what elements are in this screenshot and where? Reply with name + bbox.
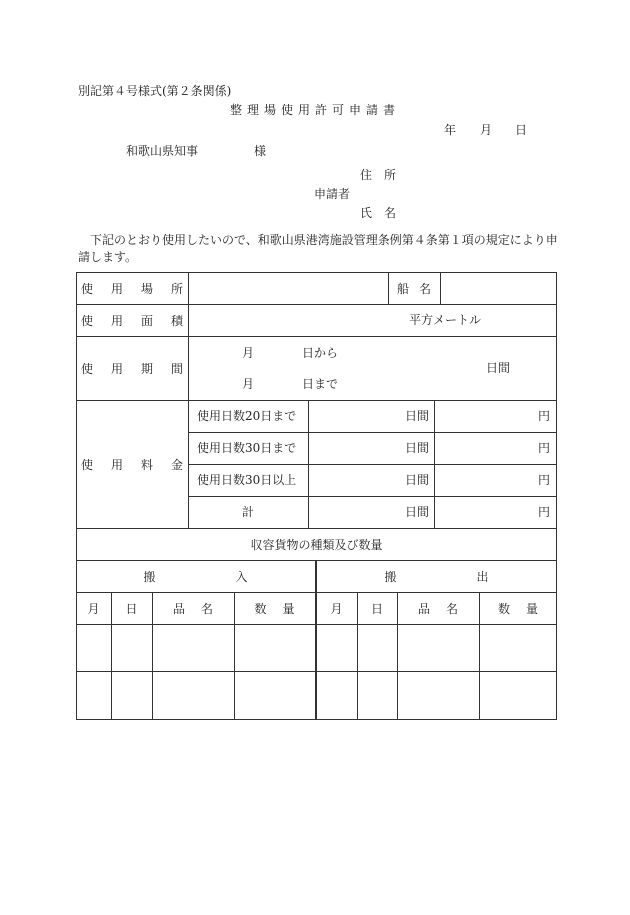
fee-row-label: 使用日数20日まで xyxy=(197,409,297,423)
area-unit: 平方メートル xyxy=(409,313,482,327)
col-day-text: 日 xyxy=(125,601,138,616)
fee-days-unit: 日間 xyxy=(405,441,430,455)
period-to-month: 月 xyxy=(242,377,255,391)
area-label-cell xyxy=(76,304,201,336)
col-qty-text: 数量 xyxy=(254,601,311,616)
place-input[interactable] xyxy=(188,272,388,304)
ship-label: 船名 xyxy=(396,281,441,296)
ship-input[interactable] xyxy=(440,272,557,304)
date-year-label: 年 xyxy=(444,123,457,137)
col-item-text: 品名 xyxy=(417,601,474,616)
col-qty-text: 数量 xyxy=(497,601,554,616)
cargo-out-header-cell xyxy=(316,560,557,592)
col-month-header xyxy=(316,592,357,624)
col-month-text: 月 xyxy=(330,601,343,616)
fee-row-label: 使用日数30日まで xyxy=(197,441,297,455)
intro-line-2: 請します。 xyxy=(78,250,138,264)
fee-label-cell xyxy=(76,400,201,528)
period-days: 日間 xyxy=(486,361,511,375)
fee-days-unit: 日間 xyxy=(405,505,430,519)
cargo-in-header-cell xyxy=(76,560,315,592)
period-label: 使用期間 xyxy=(80,361,201,376)
cargo-in-entry-row[interactable] xyxy=(76,624,315,671)
fee-yen-unit: 円 xyxy=(538,409,551,423)
fee-yen-unit: 円 xyxy=(538,441,551,455)
cargo-in-entry-row[interactable] xyxy=(76,671,315,720)
addressee: 和歌山県知事 xyxy=(126,144,199,158)
cargo-out-entry-row[interactable] xyxy=(316,671,557,720)
period-to-day: 日まで xyxy=(302,377,339,391)
period-from-month: 月 xyxy=(242,346,255,360)
fee-yen-unit: 円 xyxy=(538,473,551,487)
fee-label: 使用料金 xyxy=(80,457,201,472)
period-label-cell xyxy=(76,336,201,400)
col-item-header xyxy=(152,592,234,624)
place-label: 使用場所 xyxy=(80,281,201,296)
applicant-label: 申請者 xyxy=(314,187,351,201)
cargo-title-cell xyxy=(76,528,557,560)
addressee-honorific: 様 xyxy=(254,144,267,158)
fee-days-unit: 日間 xyxy=(405,409,430,423)
cargo-out-entry-row[interactable] xyxy=(316,624,557,671)
fee-yen-unit: 円 xyxy=(538,505,551,519)
cargo-out-header: 搬 出 xyxy=(384,569,523,584)
col-qty-header xyxy=(234,592,315,624)
place-label-cell xyxy=(76,272,201,304)
area-label: 使用面積 xyxy=(80,313,201,328)
ship-label-cell xyxy=(388,272,440,304)
fee-total-label: 計 xyxy=(242,505,255,519)
cargo-in-header: 搬 入 xyxy=(143,569,282,584)
form-reference: 別記第４号様式(第２条関係) xyxy=(78,84,232,98)
col-item-text: 品名 xyxy=(172,601,229,616)
date-month-label: 月 xyxy=(480,123,493,137)
col-item-header xyxy=(397,592,479,624)
fee-days-unit: 日間 xyxy=(405,473,430,487)
col-month-header xyxy=(76,592,111,624)
cargo-title: 収容貨物の種類及び数量 xyxy=(250,537,383,552)
date-day-label: 日 xyxy=(515,123,528,137)
address-label: 住 所 xyxy=(360,168,397,182)
form-title: 整理場使用許可申請書 xyxy=(230,103,401,117)
col-qty-header xyxy=(479,592,557,624)
col-day-header xyxy=(111,592,152,624)
intro-line-1: 下記のとおり使用したいので、和歌山県港湾施設管理条例第４条第１項の規定により申 xyxy=(90,233,558,247)
area-input[interactable] xyxy=(188,304,557,336)
col-day-header xyxy=(357,592,397,624)
col-day-text: 日 xyxy=(370,601,383,616)
name-label: 氏 名 xyxy=(360,206,397,220)
period-from-day: 日から xyxy=(302,346,339,360)
col-month-text: 月 xyxy=(87,601,100,616)
fee-row-label: 使用日数30日以上 xyxy=(197,473,297,487)
